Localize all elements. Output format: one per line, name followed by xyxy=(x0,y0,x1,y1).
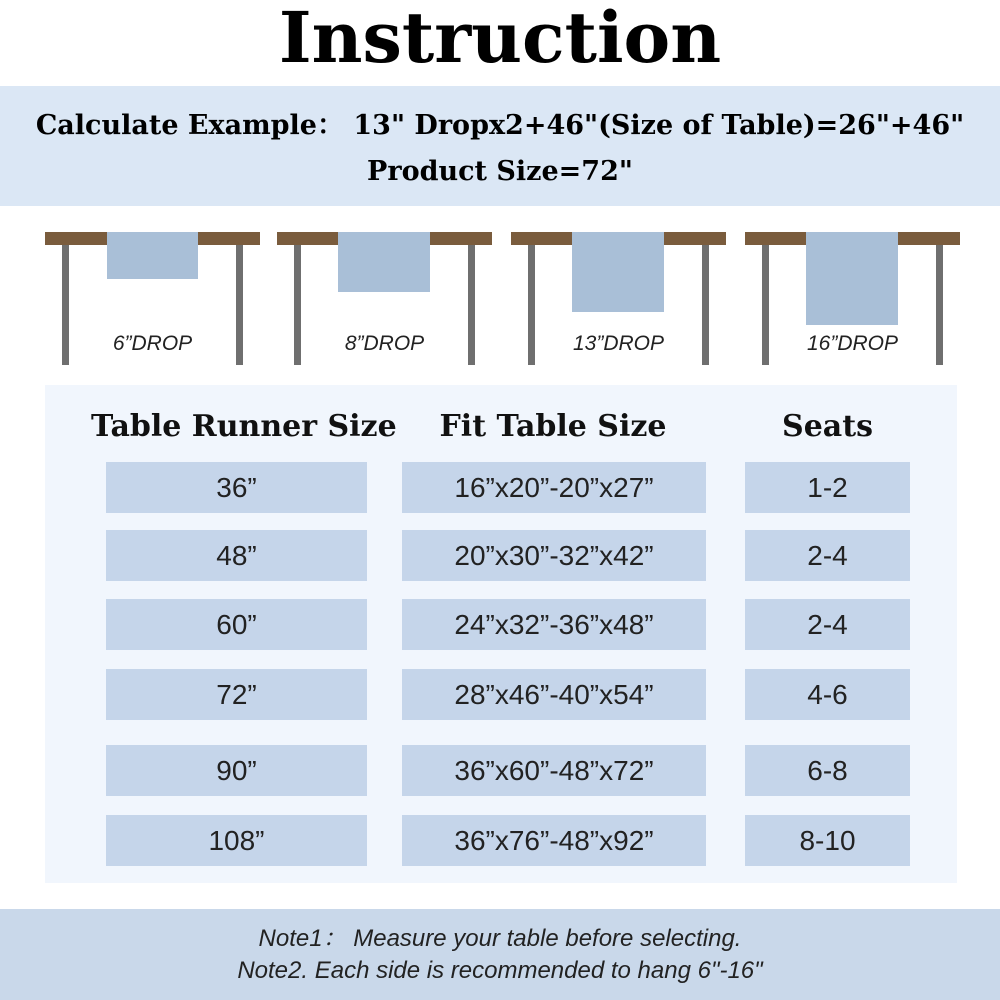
runner-drop xyxy=(107,232,198,279)
size-table xyxy=(45,385,957,883)
runner-drop xyxy=(806,232,898,325)
cell-fit-table-size: 36”x60”-48”x72” xyxy=(402,745,706,796)
cell-fit-table-size: 24”x32”-36”x48” xyxy=(402,599,706,650)
note-1: Note1： Measure your table before selecting. xyxy=(258,925,742,952)
calculation-banner xyxy=(0,86,1000,206)
cell-fit-table-size: 20”x30”-32”x42” xyxy=(402,530,706,581)
note-2: Note2. Each side is recommended to hang 6"-16" xyxy=(237,957,763,984)
header-runner-size: Table Runner Size xyxy=(91,409,397,444)
cell-fit-table-size: 16”x20”-20”x27” xyxy=(402,462,706,513)
drop-label: 13”DROP xyxy=(572,332,665,355)
cell-runner-size: 36” xyxy=(106,462,367,513)
header-fit-table-size: Fit Table Size xyxy=(439,409,667,444)
drop-diagram-13 xyxy=(511,232,726,367)
cell-runner-size: 72” xyxy=(106,669,367,720)
cell-runner-size: 108” xyxy=(106,815,367,866)
cell-seats: 2-4 xyxy=(745,599,910,650)
notes-banner xyxy=(0,909,1000,1000)
drop-label: 8”DROP xyxy=(344,332,425,355)
drop-label: 16”DROP xyxy=(806,332,899,355)
runner-drop xyxy=(572,232,664,312)
drop-diagram-6 xyxy=(45,232,260,367)
page-title: Instruction xyxy=(278,0,722,79)
drop-diagram-8 xyxy=(277,232,492,367)
drop-diagram-16 xyxy=(745,232,960,367)
product-size: Product Size=72" xyxy=(367,156,633,187)
header-seats: Seats xyxy=(782,409,873,444)
cell-fit-table-size: 36”x76”-48”x92” xyxy=(402,815,706,866)
cell-seats: 1-2 xyxy=(745,462,910,513)
cell-seats: 8-10 xyxy=(745,815,910,866)
drop-label: 6”DROP xyxy=(112,332,193,355)
cell-runner-size: 90” xyxy=(106,745,367,796)
calculation-example: Calculate Example： 13" Dropx2+46"(Size of Table)=26"+46" xyxy=(35,110,965,141)
cell-runner-size: 48” xyxy=(106,530,367,581)
cell-runner-size: 60” xyxy=(106,599,367,650)
cell-seats: 4-6 xyxy=(745,669,910,720)
cell-fit-table-size: 28”x46”-40”x54” xyxy=(402,669,706,720)
runner-drop xyxy=(338,232,430,292)
cell-seats: 2-4 xyxy=(745,530,910,581)
cell-seats: 6-8 xyxy=(745,745,910,796)
